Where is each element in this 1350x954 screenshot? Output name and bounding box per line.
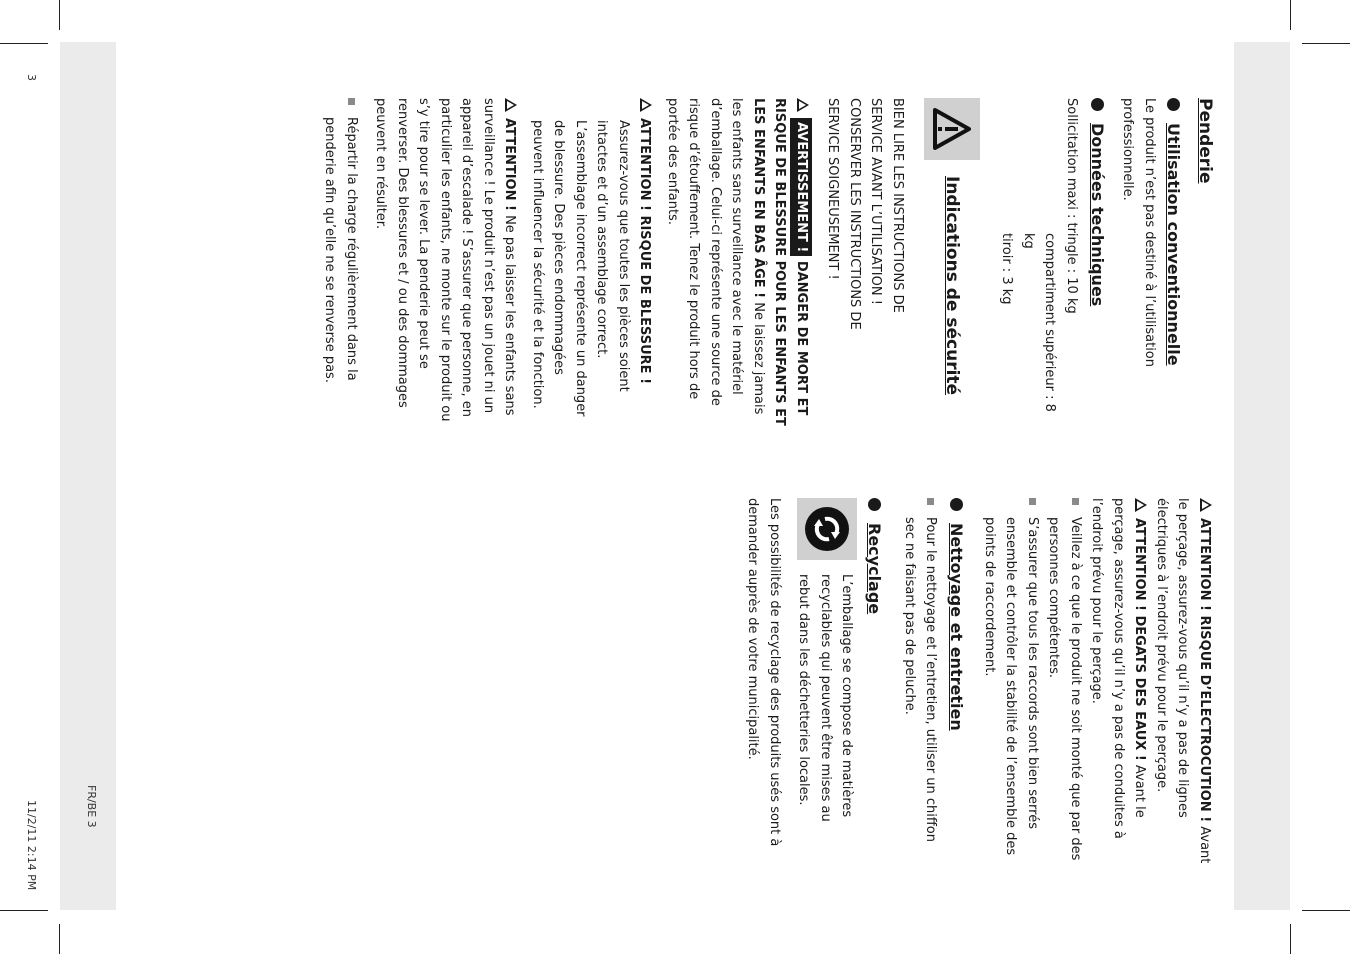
recycle-text-2: Les possibilités de recyclage des produits usés sont à demander auprès de votre municipalité.	[745, 498, 782, 847]
crop-mark	[0, 910, 48, 911]
usage-text: Le produit n’est pas destiné à l’utilisation professionnelle.	[1120, 98, 1157, 367]
column-left	[319, 98, 1215, 428]
warning-1-text: Ne laissez jamais les enfants sans surveillance avec le matériel d’emballage. Celui-ci représente une source de risque d’étouffement. Tenez le produit hors de portée des enfants.	[665, 98, 766, 415]
footer-page-label: FR/BE 3	[85, 785, 98, 828]
heading-usage	[1164, 98, 1183, 428]
warning-1-bold: DANGER DE MORT ET RISQUE DE BLESSURE POUR LES ENFANTS ET LES ENFANTS EN BAS ÂGE !	[751, 98, 809, 426]
heading-bullet-icon	[1091, 98, 1104, 111]
instruction-line: BIEN LIRE LES INSTRUCTIONS DE	[890, 98, 905, 313]
tech-line: compartiment supérieur : 8 kg	[1021, 233, 1058, 412]
warning-2-bold: ATTENTION ! RISQUE DE BLESSURE !	[637, 118, 653, 384]
warning-3-bold: ATTENTION !	[502, 118, 518, 211]
recycle-row	[793, 498, 858, 868]
crop-mark	[1302, 43, 1350, 44]
warning-triangle-icon	[924, 98, 980, 160]
square-bullet-icon	[348, 98, 355, 105]
warning-3-text: Ne pas laisser les enfants sans surveillance ! Le produit n’est pas un jouet ni un appareil d’escalade ! S’assurer que personne, en particulier les enfants, ne monte sur le produit ou s’y tire pour se lever. La penderie peut se renverser. Des blessures et / ou des dommages peuvent en résulter.	[373, 98, 518, 422]
square-bullet-icon	[928, 498, 935, 505]
crop-mark	[59, 0, 60, 30]
recycle-text: L’emballage se compose de matières recyclables qui peuvent être mises au rebut dans les déchetteries locales.	[796, 574, 855, 822]
instruction-line: SERVICE SOIGNEUSEMENT !	[825, 98, 841, 280]
right-grey-band	[1234, 42, 1290, 910]
tech-line: tiroir : 3 kg	[999, 233, 1015, 305]
warning-triangle-icon	[1200, 498, 1212, 512]
bullet-item	[319, 98, 362, 428]
warning-5-text: Avant le perçage, assurez-vous qu’il n’y a pas de conduites à l’endroit prévu pour le perçage.	[1089, 498, 1148, 839]
heading-bullet-icon	[951, 498, 964, 511]
warning-block-2	[634, 98, 656, 428]
bullet-text: Répartir la charge régulièrement dans la penderie afin qu’elle ne se renverse pas.	[322, 117, 359, 383]
footer-date: 11/2/11 2:14 PM	[25, 800, 38, 891]
rotated-page	[45, 98, 1215, 893]
warning-triangle-icon	[506, 98, 518, 112]
crop-mark	[1302, 910, 1350, 911]
crop-mark	[0, 43, 48, 44]
heading-safety: Indications de sécurité	[942, 176, 962, 396]
bullet-item	[979, 498, 1044, 868]
warning-block-5	[1086, 498, 1151, 868]
square-bullet-icon	[1072, 498, 1079, 505]
heading-recycle	[866, 498, 885, 868]
bullet-item	[899, 498, 942, 868]
warning-block-3	[370, 98, 521, 428]
instruction-line: CONSERVER LES INSTRUCTIONS DE	[847, 98, 862, 330]
warning-triangle-icon	[1136, 498, 1148, 512]
heading-clean-text: Nettoyage et entretien	[947, 523, 967, 731]
crop-mark	[1290, 0, 1291, 30]
column-right	[742, 498, 1215, 868]
warning-label: AVERTISSEMENT !	[791, 118, 813, 256]
crop-mark	[1290, 924, 1291, 954]
bullet-text: S’assurer que tous les raccords sont bien serrés ensemble et contrôler la stabilité de l’ensemble des points de raccordement.	[982, 517, 1040, 856]
crop-mark	[59, 924, 60, 954]
heading-clean	[948, 498, 967, 868]
bullet-item	[1043, 498, 1086, 868]
recycle-icon	[798, 498, 858, 560]
page-title: Penderie	[1195, 98, 1215, 184]
bullet-text: Pour le nettoyage et l’entretien, utiliser un chiffon sec ne faisant pas de peluche.	[902, 517, 939, 842]
heading-usage-text: Utilisation conventionnelle	[1164, 123, 1183, 366]
warning-block-4	[1151, 498, 1216, 868]
safety-heading-row	[924, 98, 980, 428]
warning-triangle-icon	[797, 98, 809, 112]
warning-triangle-icon	[641, 98, 653, 112]
warning-4-text: Avant le perçage, assurez-vous qu’il n’y a pas de lignes électriques à l’endroit prévu pour le perçage.	[1154, 498, 1212, 864]
warning-2-text: Assurez-vous que toutes les pièces soient intactes et d’un assemblage correct. L’assemblage incorrect représente un danger de blessure. Des pièces endommagées peuvent influencer la sécurité et la fonction.	[530, 120, 631, 417]
instruction-line: SERVICE AVANT L’UTILISATION !	[868, 98, 884, 305]
tech-line: Sollicitation maxi : tringle : 10 kg	[1064, 98, 1079, 314]
heading-bullet-icon	[1167, 98, 1180, 111]
heading-recycle-text: Recyclage	[865, 523, 885, 615]
heading-tech	[1088, 98, 1107, 428]
warning-5-bold: ATTENTION ! DEGATS DES EAUX !	[1132, 518, 1148, 761]
warning-block-1	[662, 98, 813, 428]
bullet-text: Veillez à ce que le produit ne soit monté que par des personnes compétentes.	[1046, 517, 1083, 861]
square-bullet-icon	[1029, 498, 1036, 505]
heading-tech-text: Données techniques	[1088, 123, 1107, 307]
warning-4-bold: ATTENTION ! RISQUE D’ELECTROCUTION !	[1197, 518, 1212, 823]
heading-bullet-icon	[869, 498, 882, 511]
page-number-margin: 3	[25, 74, 38, 81]
